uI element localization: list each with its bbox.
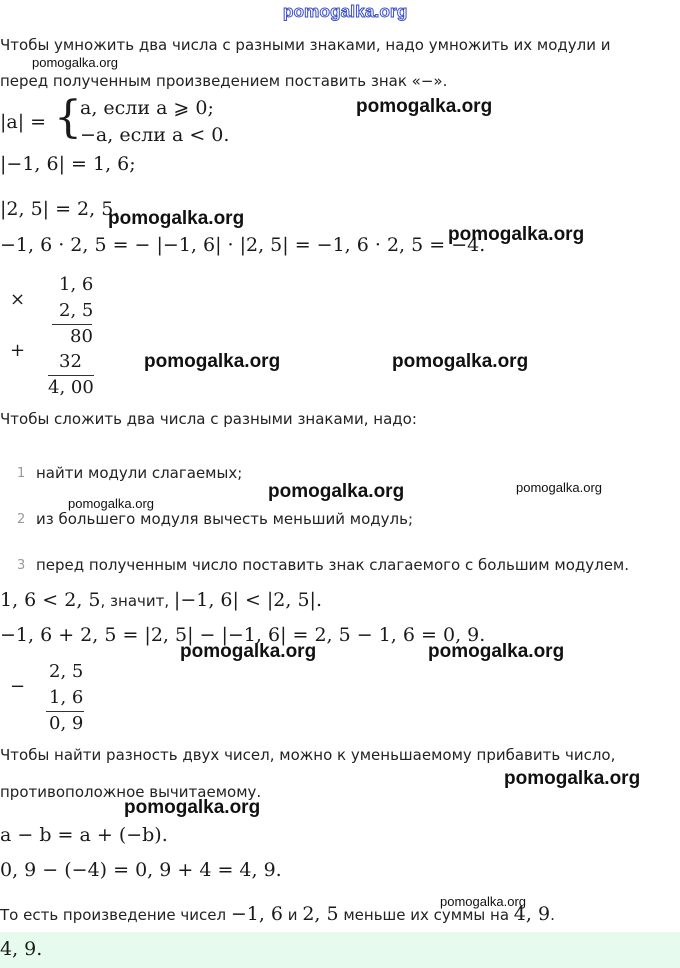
conclusion-value: 4, 9 (513, 903, 551, 925)
mult-operand-b: 2, 5 (59, 300, 94, 321)
watermark: pomogalka.org (268, 481, 405, 502)
watermark: pomogalka.org (144, 351, 281, 372)
comparison-values: 1, 6 < 2, 5 (0, 589, 101, 611)
conclusion-value: −1, 6 (230, 903, 284, 925)
step-number: 3 (17, 558, 26, 573)
modulus-lhs: |a| = (0, 111, 47, 133)
sub-operand-b: 1, 6 (49, 687, 84, 708)
watermark: pomogalka.org (68, 496, 154, 511)
watermark: pomogalka.org (440, 894, 526, 909)
times-sign: × (10, 289, 26, 310)
conclusion-text: . (550, 906, 555, 924)
conclusion-text: и (283, 906, 303, 924)
mult-partial-2: 32 (59, 351, 82, 372)
conclusion-text: То есть произведение чисел (0, 906, 231, 924)
conclusion-text: меньше их суммы на (338, 906, 514, 924)
minus-sign: − (10, 676, 26, 697)
comparison-word: , значит, (100, 592, 174, 610)
equation-difference-rule: a − b = a + (−b). (0, 824, 168, 846)
mult-line-1 (52, 324, 92, 325)
equation-difference: 0, 9 − (−4) = 0, 9 + 4 = 4, 9. (0, 859, 282, 881)
watermark: pomogalka.org (448, 224, 585, 245)
plus-sign: + (10, 340, 26, 361)
comparison-line (0, 589, 322, 611)
watermark: pomogalka.org (32, 55, 118, 70)
sub-result: 0, 9 (49, 713, 84, 734)
step-number: 1 (17, 466, 26, 481)
rule-add-intro: Чтобы сложить два числа с разными знаками, надо: (0, 410, 417, 428)
mult-partial-1: 80 (70, 326, 93, 347)
watermark: pomogalka.org (516, 480, 602, 495)
equation-abs-neg: |−1, 6| = 1, 6; (0, 153, 136, 175)
watermark: pomogalka.org (392, 351, 529, 372)
mult-operand-a: 1, 6 (59, 274, 94, 295)
watermark: pomogalka.org (124, 797, 261, 818)
step-number: 2 (17, 512, 26, 527)
conclusion (0, 903, 555, 925)
rule-multiply-line1: Чтобы умножить два числа с разными знаками, надо умножить их модули и (0, 36, 611, 54)
step-text: найти модули слагаемых; (36, 464, 243, 482)
watermark: pomogalka.org (504, 768, 641, 789)
sub-line (46, 711, 84, 712)
watermark: pomogalka.org (108, 208, 245, 229)
conclusion-value: 2, 5 (302, 903, 339, 925)
step-text: перед полученным число поставить знак слагаемого с большим модулем. (36, 556, 630, 574)
brace-symbol: { (54, 92, 82, 143)
rule-subtract-line2: противоположное вычитаемому. (0, 783, 262, 801)
sub-operand-a: 2, 5 (49, 661, 84, 682)
comparison-modules: |−1, 6| < |2, 5|. (173, 589, 322, 611)
mult-line-2 (48, 375, 94, 376)
equation-abs-pos: |2, 5| = 2, 5. (0, 198, 120, 220)
watermark: pomogalka.org (180, 641, 317, 662)
watermark-top: pomogalka.org (283, 2, 408, 21)
answer-box (0, 932, 680, 968)
modulus-case-negative: −a, если a < 0. (80, 124, 230, 146)
rule-subtract-line1: Чтобы найти разность двух чисел, можно к уменьшаемому прибавить число, (0, 746, 616, 764)
equation-product: −1, 6 · 2, 5 = − |−1, 6| · |2, 5| = −1, 6 · 2, 5 = −4. (0, 234, 486, 256)
equation-sum: −1, 6 + 2, 5 = |2, 5| − |−1, 6| = 2, 5 − 1, 6 = 0, 9. (0, 624, 486, 646)
modulus-case-positive: a, если a ⩾ 0; (80, 97, 214, 119)
answer-value: 4, 9. (0, 938, 43, 960)
watermark: pomogalka.org (356, 96, 493, 117)
step-text: из большего модуля вычесть меньший модуль; (36, 510, 414, 528)
mult-result: 4, 00 (48, 377, 94, 398)
rule-multiply-line2: перед полученным произведением поставить знак «−». (0, 72, 448, 90)
watermark: pomogalka.org (428, 641, 565, 662)
